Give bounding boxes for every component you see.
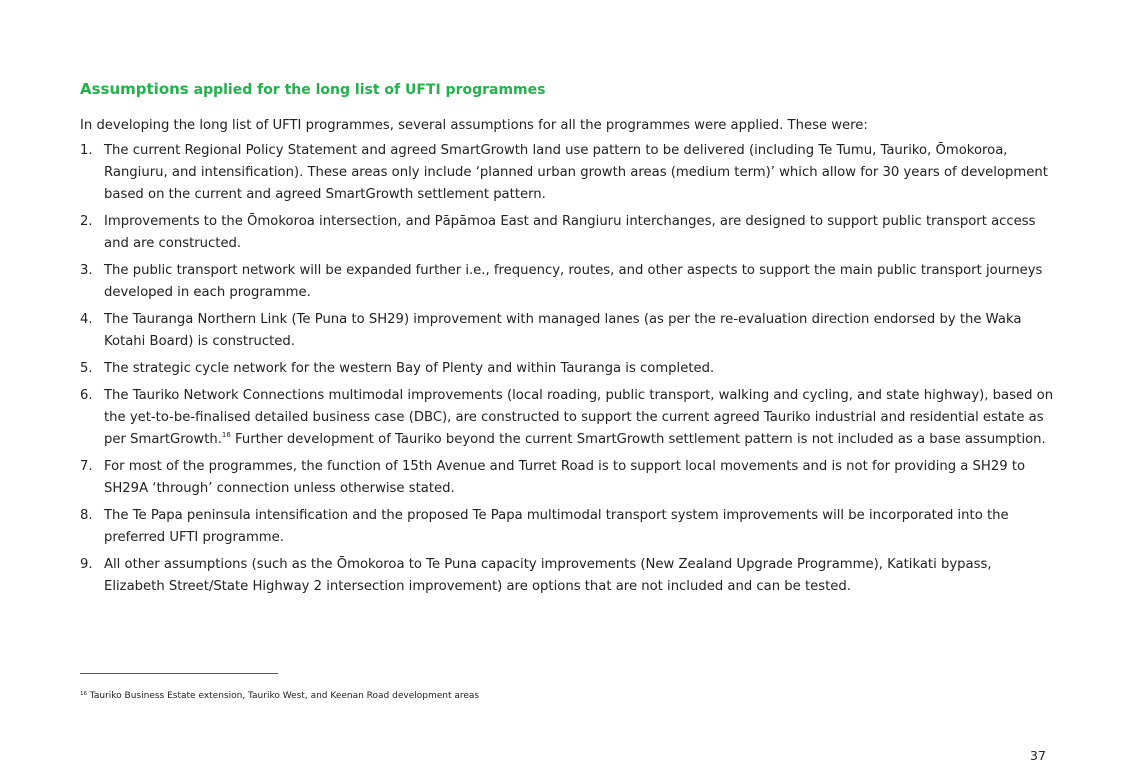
section-heading bbox=[80, 80, 545, 98]
item-text-after-ref: Further development of Tauriko beyond the current SmartGrowth settlement pattern is not included as a base assumption. bbox=[230, 432, 1046, 447]
page-number: 37 bbox=[1030, 748, 1046, 763]
item-number: 5. bbox=[80, 361, 93, 376]
item-text bbox=[104, 388, 1053, 447]
list-item bbox=[80, 140, 1055, 206]
item-text: The current Regional Policy Statement and agreed SmartGrowth land use pattern to be delivered (including Te Tumu, Tauriko, Ōmokoroa, Rangiuru, and intensification). These areas only include ‘planned urban growth areas (medium term)’ which allow for 30 years of development based on the current and agreed SmartGrowth settlement pattern. bbox=[104, 143, 1048, 202]
item-text: The strategic cycle network for the western Bay of Plenty and within Tauranga is completed. bbox=[104, 361, 715, 376]
assumptions-list bbox=[80, 140, 1055, 603]
list-item bbox=[80, 554, 1055, 598]
item-text: For most of the programmes, the function of 15th Avenue and Turret Road is to support local movements and is not for providing a SH29 to SH29A ‘through’ connection unless otherwise stated. bbox=[104, 459, 1026, 496]
heading-rest: applied for the long list of UFTI programmes bbox=[188, 82, 546, 98]
item-number: 9. bbox=[80, 557, 93, 572]
item-text: Improvements to the Ōmokoroa intersection, and Pāpāmoa East and Rangiuru interchanges, are designed to support public transport access and are constructed. bbox=[104, 214, 1036, 251]
list-item bbox=[80, 505, 1055, 549]
item-text: The public transport network will be expanded further i.e., frequency, routes, and other aspects to support the main public transport journeys developed in each programme. bbox=[104, 263, 1043, 300]
intro-paragraph: In developing the long list of UFTI programmes, several assumptions for all the programmes were applied. These were: bbox=[80, 118, 868, 133]
list-item bbox=[80, 456, 1055, 500]
footnote-text: Tauriko Business Estate extension, Tauriko West, and Keenan Road development areas bbox=[87, 691, 480, 701]
item-text: The Te Papa peninsula intensification and the proposed Te Papa multimodal transport system improvements will be incorporated into the preferred UFTI programme. bbox=[104, 508, 1009, 545]
item-number: 6. bbox=[80, 388, 93, 403]
footnote-number: 16 bbox=[80, 691, 87, 697]
item-number: 7. bbox=[80, 459, 93, 474]
item-number: 8. bbox=[80, 508, 93, 523]
footnote-divider bbox=[80, 673, 278, 674]
list-item bbox=[80, 309, 1055, 353]
item-number: 4. bbox=[80, 312, 93, 327]
list-item bbox=[80, 385, 1055, 451]
item-number: 3. bbox=[80, 263, 93, 278]
item-text: All other assumptions (such as the Ōmokoroa to Te Puna capacity improvements (New Zealand Upgrade Programme), Katikati bypass, Elizabeth Street/State Highway 2 intersection improvement) are options that are not included and can be tested. bbox=[104, 557, 992, 594]
heading-lead: Assumptions bbox=[80, 80, 189, 98]
list-item bbox=[80, 260, 1055, 304]
footnote bbox=[80, 690, 479, 702]
item-number: 2. bbox=[80, 214, 93, 229]
item-number: 1. bbox=[80, 143, 93, 158]
footnote-reference[interactable]: 16 bbox=[221, 431, 231, 439]
list-item bbox=[80, 358, 1055, 380]
item-text-before-ref: The Tauriko Network Connections multimodal improvements (local roading, public transport, walking and cycling, and state highway), based on the yet-to-be-finalised detailed business case (DBC), are constructed to support the current agreed Tauriko industrial and residential estate as per SmartGrowth. bbox=[104, 388, 1054, 447]
list-item bbox=[80, 211, 1055, 255]
item-text: The Tauranga Northern Link (Te Puna to SH29) improvement with managed lanes (as per the re-evaluation direction endorsed by the Waka Kotahi Board) is constructed. bbox=[104, 312, 1022, 349]
